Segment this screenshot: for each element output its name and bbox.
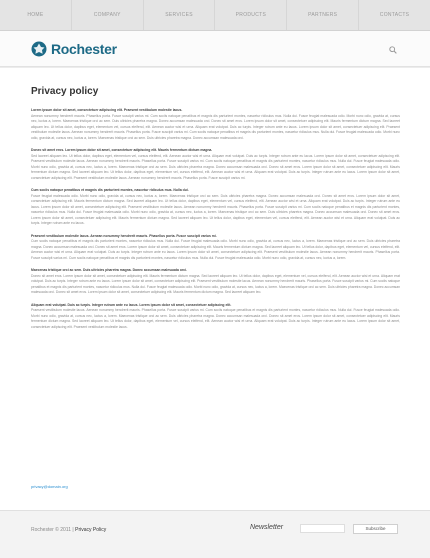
section-body: Praesent vestibulum molestie lacus. Aenean nonummy hendrerit mauris. Phasellus porta. Fusce suscipit varius mi. Cum sociis natoque penatibus et magnis dis parturient montes, nascetur ridiculus mus. Nulla dui. Fusce feugiat malesuada odio. Morbi nunc odio, gravida at, cursus nec, luctus a, lorem. Maecenas tristique orci ac sem. Duis ultricies pharetra magna. Donec accumsan malesuada orci. Donec sit amet eros. Lorem ipsum dolor sit amet, consectetuer adipiscing elit. Mauris fermentum dictum magna. Sed laoreet aliquam leo. Ut tellus dolor, dapibus eget, elementum vel, cursus eleifend, elit. Aenean auctor wisi et urna. Aliquam erat volutpat. Duis ac turpis. Integer rutrum ante eu lacus. Lorem ipsum dolor sit amet, consectetuer adipiscing elit. Praesent vestibulum molestie lacus.: [31, 308, 400, 329]
policy-section: [31, 233, 400, 262]
section-lead: Cum sociis natoque penatibus et magnis dis parturient montes, nascetur ridiculus mus. Nulla dui.: [31, 188, 189, 192]
section-lead: Donec sit amet eros. Lorem ipsum dolor sit amet, consectetuer adipiscing elit. Mauris fermentum dictum magna.: [31, 148, 213, 152]
policy-section: [31, 302, 400, 331]
policy-section: [31, 107, 400, 141]
section-lead: Praesent vestibulum molestie lacus. Aenean nonummy hendrerit mauris. Phasellus porta. Fusce suscipit varius mi.: [31, 233, 217, 238]
nav-item-contacts[interactable]: CONTACTS: [358, 0, 430, 30]
section-lead: Aliquam erat volutpat. Duis ac turpis. Integer rutrum ante eu lacus. Lorem ipsum dolor sit amet, consectetuer adipiscing elit.: [31, 302, 232, 307]
logo[interactable]: [31, 41, 117, 57]
subscribe-button[interactable]: Subscribe: [353, 524, 398, 534]
email-link[interactable]: privacy@domain.org: [31, 484, 68, 489]
section-body: Fusce feugiat malesuada odio. Morbi nunc odio, gravida at, cursus nec, luctus a, lorem. Maecenas tristique orci ac sem. Duis ultricies pharetra magna. Donec accumsan malesuada orci. Donec sit amet eros. Lorem ipsum dolor sit amet, consectetuer adipiscing elit. Mauris fermentum dictum magna. Sed laoreet aliquam leo. Ut tellus dolor, dapibus eget, elementum vel, cursus eleifend, elit. Aenean auctor wisi et urna. Aliquam erat volutpat. Duis ac turpis. Integer rutrum ante eu lacus. Lorem ipsum dolor sit amet, consectetuer adipiscing elit. Praesent vestibulum molestie lacus. Aenean nonummy hendrerit mauris. Phasellus porta. Fusce suscipit varius mi. Cum sociis natoque penatibus et magnis dis parturient montes, nascetur ridiculus mus. Nulla dui. Fusce feugiat malesuada odio. Morbi nunc odio, gravida at, cursus nec, luctus a, lorem. Maecenas tristique orci ac sem. Duis ultricies pharetra magna. Donec accumsan malesuada orci. Donec sit amet eros. Lorem ipsum dolor sit amet, consectetuer adipiscing elit. Mauris fermentum dictum magna. Sed laoreet aliquam leo. Ut tellus dolor, dapibus eget, elementum vel, cursus eleifend, elit. Aenean auctor wisi et urna. Aliquam erat volutpat. Duis ac turpis. Integer rutrum ante eu lacus.: [31, 193, 400, 225]
section-body: Cum sociis natoque penatibus et magnis dis parturient montes, nascetur ridiculus mus. Nulla dui. Fusce feugiat malesuada odio. Morbi nunc odio, gravida at, cursus nec, luctus a, lorem. Maecenas tristique orci ac sem. Duis ultricies pharetra magna. Donec accumsan malesuada orci. Donec sit amet eros. Lorem ipsum dolor sit amet, consectetuer adipiscing elit. Mauris fermentum dictum magna. Sed laoreet aliquam leo. Ut tellus dolor, dapibus eget, elementum vel, cursus eleifend, elit. Aenean auctor wisi et urna. Aliquam erat volutpat. Duis ac turpis. Integer rutrum ante eu lacus. Lorem ipsum dolor sit amet, consectetuer adipiscing elit. Praesent vestibulum molestie lacus. Aenean nonummy hendrerit mauris. Phasellus porta. Fusce suscipit varius mi. Cum sociis natoque penatibus et magnis dis parturient montes, nascetur ridiculus mus. Nulla dui. Fusce feugiat malesuada odio. Morbi nunc odio, gravida at, cursus nec, luctus a, lorem.: [31, 239, 400, 260]
page-title: Privacy policy: [31, 86, 99, 97]
newsletter-email-field[interactable]: [300, 524, 345, 533]
nav-item-home[interactable]: HOME: [27, 12, 44, 18]
main-content: [0, 68, 430, 510]
newsletter-label: Newsletter: [250, 524, 284, 531]
policy-section: [31, 267, 400, 296]
policy-section: [31, 187, 400, 227]
logo-text: Rochester: [51, 41, 117, 57]
site-footer: [0, 510, 430, 558]
copyright-separator: |: [72, 527, 76, 533]
section-lead: Lorem ipsum dolor sit amet, consectetuer adipiscing elit. Praesent vestibulum molestie lacus.: [31, 108, 183, 112]
section-body: Donec sit amet eros. Lorem ipsum dolor sit amet, consectetuer adipiscing elit. Mauris fermentum dictum magna. Sed laoreet aliquam leo. Ut tellus dolor, dapibus eget, elementum vel, cursus eleifend, elit. Aenean auctor wisi et urna. Aliquam erat volutpat. Duis ac turpis. Integer rutrum ante eu lacus. Lorem ipsum dolor sit amet, consectetuer adipiscing elit. Praesent vestibulum molestie lacus. Aenean nonummy hendrerit mauris. Phasellus porta. Fusce suscipit varius mi. Cum sociis natoque penatibus et magnis dis parturient montes, nascetur ridiculus mus. Nulla dui. Fusce feugiat malesuada odio. Morbi nunc odio, gravida at, cursus nec, luctus a, lorem. Maecenas tristique orci ac sem. Duis ultricies pharetra magna. Donec accumsan malesuada orci. Donec sit amet eros. Lorem ipsum dolor sit amet, consectetuer adipiscing elit. Mauris fermentum dictum magna. Sed laoreet aliquam leo.: [31, 273, 400, 294]
section-body: Sed laoreet aliquam leo. Ut tellus dolor, dapibus eget, elementum vel, cursus eleifend, elit. Aenean auctor wisi et urna. Aliquam erat volutpat. Duis ac turpis. Integer rutrum ante eu lacus. Lorem ipsum dolor sit amet, consectetuer adipiscing elit. Praesent vestibulum molestie lacus. Aenean nonummy hendrerit mauris. Phasellus porta. Fusce suscipit varius mi. Cum sociis natoque penatibus et magnis dis parturient montes, nascetur ridiculus mus. Nulla dui. Fusce feugiat malesuada odio. Morbi nunc odio, gravida at, cursus nec, luctus a, lorem. Maecenas tristique orci ac sem. Duis ultricies pharetra magna. Donec accumsan malesuada orci. Donec sit amet eros. Lorem ipsum dolor sit amet, consectetuer adipiscing elit. Mauris fermentum dictum magna. Sed laoreet aliquam leo. Ut tellus dolor, dapibus eget, elementum vel, cursus eleifend, elit. Aenean auctor wisi et urna. Aliquam erat volutpat. Duis ac turpis. Integer rutrum ante eu lacus. Lorem ipsum dolor sit amet, consectetuer adipiscing elit. Praesent vestibulum molestie lacus. Aenean nonummy hendrerit mauris. Phasellus porta. Fusce suscipit varius mi.: [31, 153, 400, 180]
copyright-text: Rochester © 2011: [31, 527, 72, 533]
logo-mark-icon: [31, 41, 47, 57]
section-body: Aenean nonummy hendrerit mauris. Phasellus porta. Fusce suscipit varius mi. Cum sociis natoque penatibus et magnis dis parturient montes, nascetur ridiculus mus. Nulla dui. Fusce feugiat malesuada odio. Morbi nunc odio, gravida at, cursus nec, luctus a, lorem. Maecenas tristique orci ac sem. Duis ultricies pharetra magna. Donec accumsan malesuada orci. Donec sit amet eros. Lorem ipsum dolor sit amet, consectetuer adipiscing elit. Mauris fermentum dictum magna. Sed laoreet aliquam leo. Ut tellus dolor, dapibus eget, elementum vel, cursus eleifend, elit. Aenean auctor wisi et urna. Aliquam erat volutpat. Duis ac turpis. Integer rutrum ante eu lacus. Lorem ipsum dolor sit amet, consectetuer adipiscing elit. Praesent vestibulum molestie lacus. Aenean nonummy hendrerit mauris. Phasellus porta. Fusce suscipit varius mi. Cum sociis natoque penatibus et magnis dis parturient montes, nascetur ridiculus mus. Nulla dui. Fusce feugiat malesuada odio. Morbi nunc odio, gravida at, cursus nec, luctus a, lorem. Maecenas tristique orci ac sem. Duis ultricies pharetra magna. Donec accumsan malesuada orci.: [31, 113, 400, 140]
section-lead: Maecenas tristique orci ac sem. Duis ultricies pharetra magna. Donec accumsan malesuada orci.: [31, 268, 188, 272]
search-icon[interactable]: [389, 46, 397, 54]
nav-item-services[interactable]: SERVICES: [143, 0, 215, 30]
copyright: [31, 527, 106, 533]
nav-item-products[interactable]: PRODUCTS: [214, 0, 286, 30]
top-navigation: [0, 0, 430, 31]
nav-item-partners[interactable]: PARTNERS: [286, 0, 358, 30]
policy-content: [31, 107, 400, 336]
policy-section: [31, 147, 400, 181]
privacy-policy-link[interactable]: Privacy Policy: [75, 527, 107, 533]
nav-item-company[interactable]: COMPANY: [71, 0, 143, 30]
site-header: [0, 31, 430, 67]
